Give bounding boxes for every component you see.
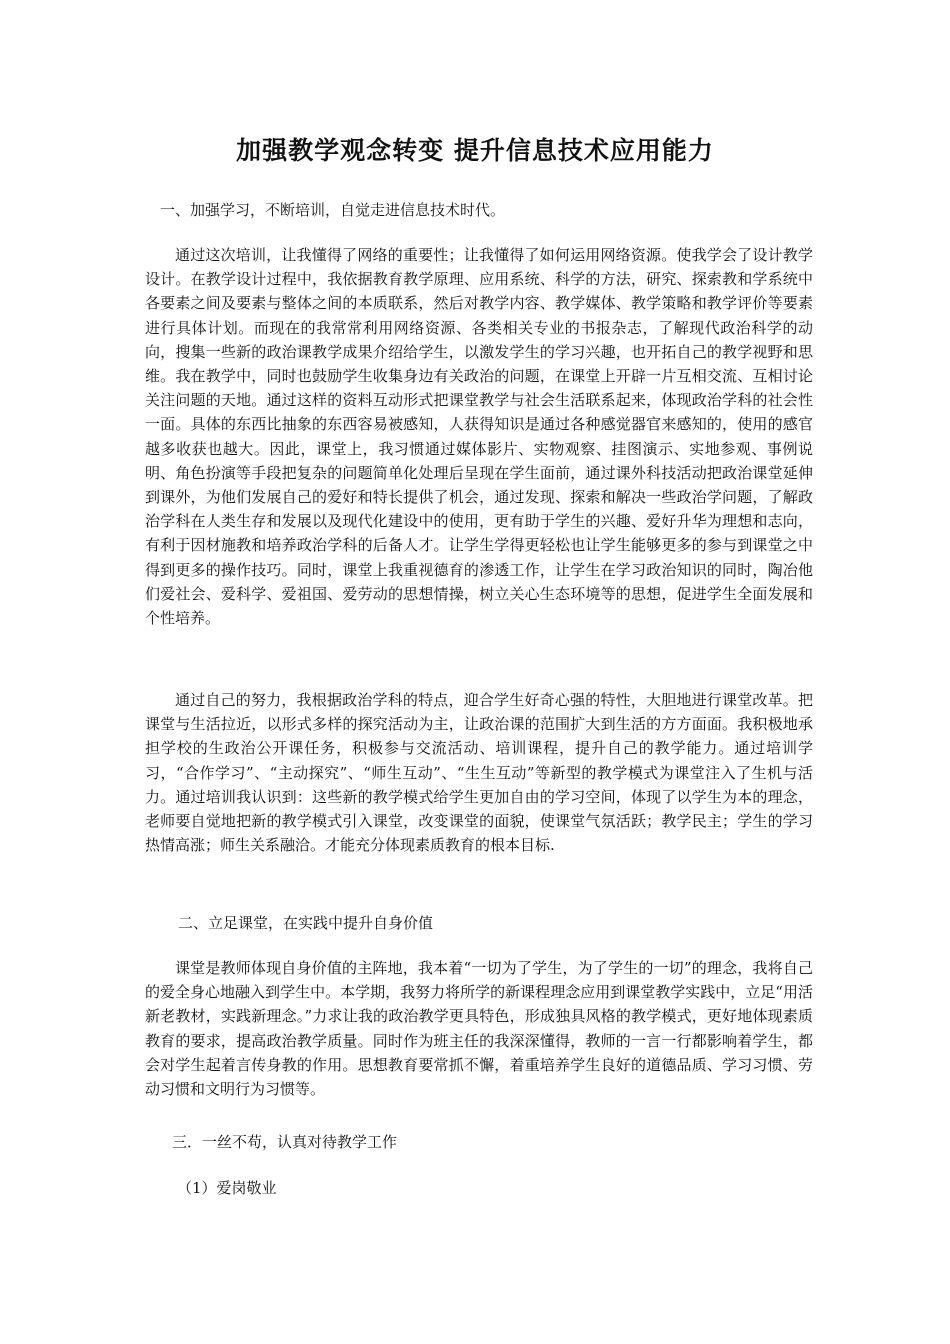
section1-paragraph-2: 通过自己的努力，我根据政治学科的特点，迎合学生好奇心强的特性，大胆地进行课堂改革。把课堂与生活拉近，以形式多样的探究活动为主，让政治课的范围扩大到生活的方方面面。我积极地承担学校的生政治公开课任务，积极参与交流活动、培训课程，提升自己的教学能力。通过培训学习，“合作学习”、“主动探究”、“师生互动”、“生生互动”等新型的教学模式为课堂注入了生机与活力。通过培训我认识到：这些新的教学模式给学生更加自由的学习空间，体现了以学生为本的理念，老师要自觉地把新的教学模式引入课堂，改变课堂的面貌，使课堂气氛活跃；教学民主；学生的学习热情高涨；师生关系融洽。才能充分体现素质教育的根本目标. bbox=[145, 691, 813, 855]
section-heading-2: 二、立足课堂，在实践中提升自身价值 bbox=[178, 914, 434, 932]
section1-paragraph-1: 通过这次培训，让我懂得了网络的重要性；让我懂得了如何运用网络资源。使我学会了设计教学设计。在教学设计过程中，我依据教育教学原理、应用系统、科学的方法，研究、探索教和学系统中各要素之间及要素与整体之间的本质联系，然后对教学内容、教学媒体、教学策略和教学评价等要素进行具体计划。而现在的我常常利用网络资源、各类相关专业的书报杂志，了解现代政治科学的动向，搜集一些新的政治课教学成果介绍给学生，以激发学生的学习兴趣，也开拓自己的教学视野和思维。我在教学中，同时也鼓励学生收集身边有关政治的问题，在课堂上开辟一片互相交流、互相讨论关注问题的天地。通过这样的资料互动形式把课堂教学与社会生活联系起来，体现政治学科的社会性一面。具体的东西比抽象的东西容易被感知，人获得知识是通过各种感觉器官来感知的，使用的感官越多收获也越大。因此，课堂上，我习惯通过媒体影片、实物观察、挂图演示、实地参观、事例说明、角色扮演等手段把复杂的问题简单化处理后呈现在学生面前，通过课外科技活动把政治课堂延伸到课外，为他们发展自己的爱好和特长提供了机会，通过发现、探索和解决一些政治学问题，了解政治学科在人类生存和发展以及现代化建设中的使用，更有助于学生的兴趣、爱好升华为理想和志向，有利于因材施教和培养政治学科的后备人才。让学生学得更轻松也让学生能够更多的参与到课堂之中得到更多的操作技巧。同时，课堂上我重视德育的渗透工作，让学生在学习政治知识的同时，陶冶他们爱社会、爱科学、爱祖国、爱劳动的思想情操，树立关心生态环境等的思想，促进学生全面发展和个性培养。 bbox=[145, 246, 813, 628]
section-heading-3: 三．一丝不苟，认真对待教学工作 bbox=[172, 1133, 398, 1151]
section-heading-1: 一、加强学习，不断培训，自觉走进信息技术时代。 bbox=[160, 201, 506, 219]
document-title: 加强教学观念转变 提升信息技术应用能力 bbox=[236, 136, 714, 165]
section2-paragraph: 课堂是教师体现自身价值的主阵地，我本着“一切为了学生，为了学生的一切”的理念，我将自己的爱全身心地融入到学生中。本学期，我努力将所学的新课程理念应用到课堂教学实践中，立足“用活新老教材，实践新理念。”力求让我的政治教学更具特色，形成独具风格的教学模式，更好地体现素质教育的要求，提高政治教学质量。同时作为班主任的我深深懂得，教师的一言一行都影响着学生，都会对学生起着言传身教的作用。思想教育要常抓不懈，着重培养学生良好的道德品质、学习习惯、劳动习惯和文明行为习惯等。 bbox=[145, 959, 813, 1099]
section3-subheading-1: （1）爱岗敬业 bbox=[177, 1179, 277, 1197]
